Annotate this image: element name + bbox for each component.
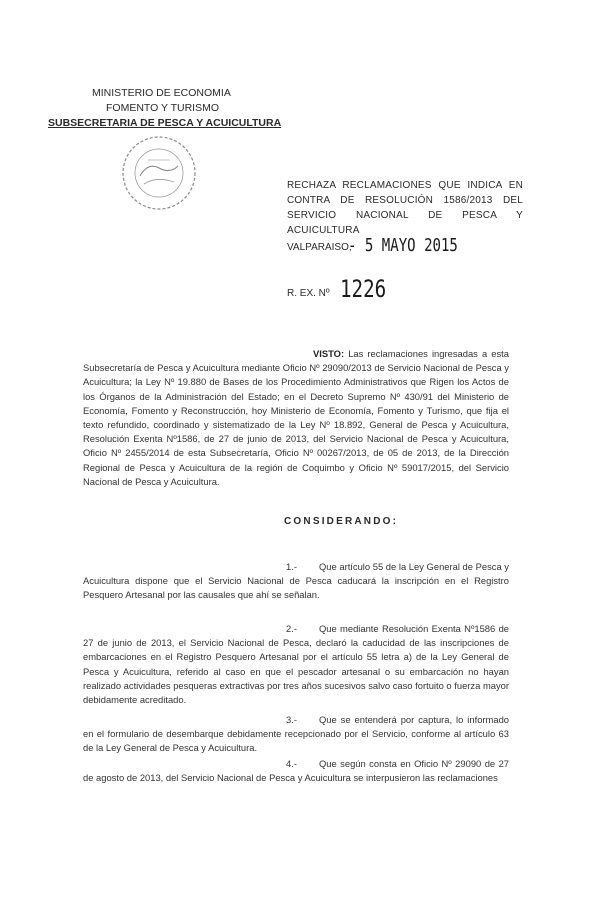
seal-stamp-icon bbox=[118, 132, 200, 214]
paragraph-text: Que según consta en Oficio Nº 29090 de 27 de agosto de 2013, del Servicio Nacional de Pesca y Acuicultura se interpusieron las reclamaciones bbox=[83, 758, 509, 784]
resolution-number: 1226 bbox=[340, 275, 387, 303]
paragraph-text: Que mediante Resolución Exenta Nº1586 de 27 de junio de 2013, el Servicio Nacional de Pesca, declaró la caducidad de las inscripciones de embarcaciones en el Registro Pesquero Artesanal por el artículo 55 letra a) de la Ley General de Pesca y Acuicultura, referido al caso en que el pescador artesanal o su embarcación no hayan realizado actividades pesqueras extractivas por tres años sucesivos salvo caso fortuito o fuerza mayor debidamente acreditado. bbox=[83, 623, 509, 706]
considerando-heading: CONSIDERANDO: bbox=[284, 516, 399, 527]
handwritten-date: - 5 MAYO 2015 bbox=[348, 235, 458, 256]
considerando-paragraph-2 bbox=[83, 622, 509, 707]
considerando-paragraph-4 bbox=[83, 757, 509, 785]
ministry-name-line2: FOMENTO Y TURISMO bbox=[106, 102, 219, 114]
paragraph-text: Que artículo 55 de la Ley General de Pesca y Acuicultura dispone que el Servicio Nacional de Pesca caducará la inscripción en el Registro Pesquero Artesanal por las causales que ahí se señalan. bbox=[83, 561, 509, 601]
visto-text: Las reclamaciones ingresadas a esta Subsecretaría de Pesca y Acuicultura mediante Oficio Nº 29090/2013 de Servicio Nacional de Pesca y Acuicultura; la Ley Nº 19.880 de Bases de los Procedimiento Administrativos que Rigen los Actos de los Órganos de la Administración del Estado; en el Decreto Supremo Nº 430/91 del Ministerio de Economía, Fomento y Reconstrucción, hoy Ministerio de Economía, Fomento y Turismo, que fija el texto refundido, coordinado y sistematizado de la Ley Nº 18.892, General de Pesca y Acuicultura, Resolución Exenta Nº1586, de 27 de junio de 2013, del Servicio Nacional de Pesca y Acuicultura, Oficio Nº 2455/2014 de esta Subsecretaría, Oficio Nº 00267/2013, de 05 de 2013, de la Dirección Regional de Pesca y Acuicultura de la región de Coquimbo y Oficio Nº 59017/2015, del Servicio Nacional de Pesca y Acuicultura. bbox=[83, 348, 509, 487]
paragraph-number: 4.- bbox=[286, 758, 297, 769]
place-label: VALPARAISO, bbox=[287, 242, 352, 253]
visto-paragraph bbox=[83, 347, 509, 489]
ministry-name: MINISTERIO DE ECONOMIA bbox=[92, 87, 231, 99]
considerando-paragraph-3 bbox=[83, 713, 509, 756]
paragraph-number: 1.- bbox=[286, 561, 297, 572]
considerando-paragraph-1 bbox=[83, 560, 509, 603]
subsecretaria-name: SUBSECRETARIA DE PESCA Y ACUICULTURA bbox=[48, 117, 282, 129]
paragraph-text: Que se entenderá por captura, lo informado en el formulario de desembarque debidamente recepcionado por el Servicio, conforme al artículo 63 de la Ley General de Pesca y Acuicultura. bbox=[83, 714, 509, 754]
paragraph-number: 3.- bbox=[286, 714, 297, 725]
visto-label: VISTO: bbox=[313, 348, 345, 359]
paragraph-number: 2.- bbox=[286, 623, 297, 634]
resolution-label: R. EX. Nº bbox=[287, 288, 330, 299]
document-title: RECHAZA RECLAMACIONES QUE INDICA EN CONTRA DE RESOLUCIÓN 1586/2013 DEL SERVICIO NACIONAL DE PESCA Y ACUICULTURA bbox=[287, 180, 523, 236]
